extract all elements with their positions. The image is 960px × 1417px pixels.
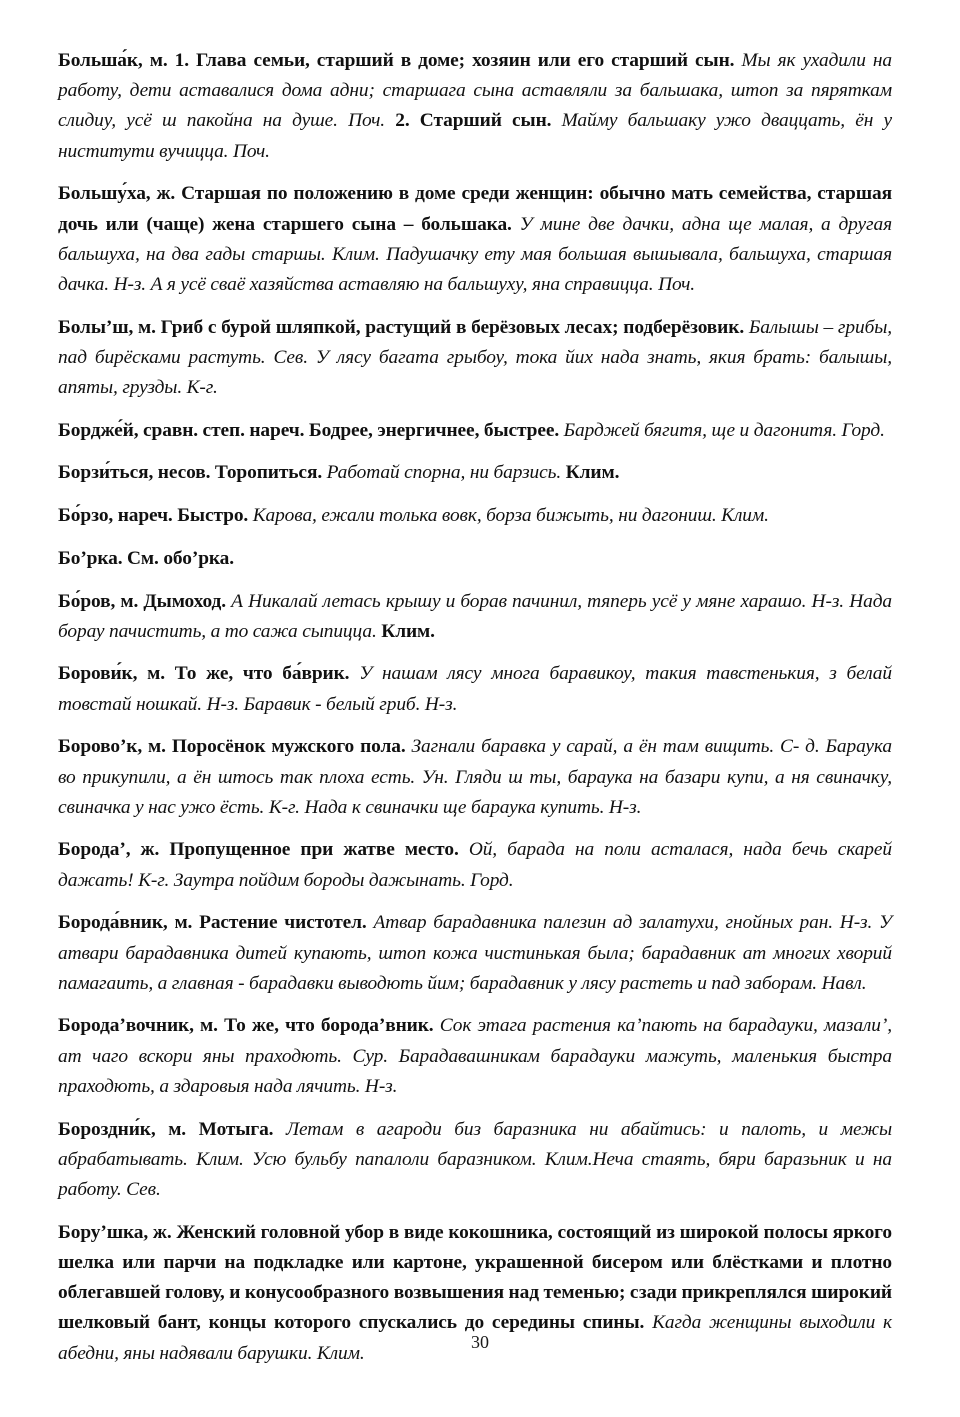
entry-example: У мине две дачки, адна ще малая, а другая бальшуха, на два гады старшы. Клим. Падушачку ету мая большая вышывала, бальшуха, старшая дачка. Н-з. А я усё сваё хазяйства аставляю на бальшуху, яна справицца. Поч.	[58, 213, 892, 295]
entry-example: Карова, ежали толька вовк, борза бижыть, ни дагониш. Клим.	[252, 505, 769, 527]
entry-definition: Борода’вочник, м. То же, что борода’вник.	[58, 1015, 440, 1037]
entry-example: Сок этага растения ка’пають на барадауки, мазали’, ат чаго вскори яны праходють. Сур. Барадавашникам барадауки мажуть, маленькия быстра праходють, а здаровыя нада лячить. Н-з.	[58, 1015, 892, 1097]
dictionary-entry	[58, 179, 892, 300]
entry-example: Барджей бягитя, ще и дагонитя. Горд.	[563, 419, 885, 441]
entry-example: Работай спорна, ни барзись.	[326, 462, 566, 484]
dictionary-entry	[58, 501, 892, 531]
entry-example: Кагда женщины выходили к абедни, яны надявали барушки. Клим.	[58, 1312, 892, 1364]
entry-definition: Бо́ров, м. Дымоход.	[58, 590, 232, 612]
dictionary-entry	[58, 416, 892, 446]
entry-definition: Бору’шка, ж. Женский головной убор в виде кокошника, состоящий из широкой полосы яркого шелка или парчи на подкладке или картоне, украшенной бисером или блёстками и плотно облегавшей голову, и конусообразного возвышения над теменью; сзади прикреплялся широкий шелковый бант, концы которого спускались до середины спины.	[58, 1221, 892, 1334]
entry-definition: Борода’, ж. Пропущенное при жатве место.	[58, 839, 469, 861]
entry-definition: Клим.	[565, 462, 620, 484]
entry-definition: Больша́к, м.	[58, 50, 175, 71]
entry-example: Мы як ухадили на работу, дети аставалися дома адни; старшага сына аставляли за бальшака, штоп за пяряткам слидиу, усё ш пакойна на душе. Поч.	[58, 50, 892, 132]
entry-example: Балышы – грибы, пад бирёсками растуть. Сев. У лясу багата грыбоу, тока йих нада знать, якия брать: балышы, апяты, грузды. К-г.	[58, 316, 893, 399]
entry-example: Атвар барадавника палезин ад залатухи, гнойных ран. Н-з. У атвари барадавника дитей купають, штоп кожа чистинькая была; барадавник ат многих хворий памагаить, а главная - барадавки выводють йим; барадавник у лясу растеть и пад заборам. Навл.	[58, 912, 892, 994]
entry-definition: Борзи́ться, несов. Торопиться.	[58, 462, 327, 484]
entry-definition: Бордже́й, сравн. степ. нареч. Бодрее, энергичнее, быстрее.	[58, 419, 564, 441]
page-number: 30	[471, 1332, 489, 1352]
entry-example: Ой, барада на поли асталася, нада бечь скарей дажать! К-г. Заутра пойдим бороды дажынать. Горд.	[58, 839, 892, 891]
entry-definition: 1. Глава семьи, старший в доме; хозяин или его старший сын.	[174, 50, 742, 71]
entries-column	[58, 46, 892, 1369]
dictionary-entry	[58, 835, 892, 895]
entry-definition: Бо’рка. См. обо’рка.	[58, 547, 235, 569]
dictionary-entry	[58, 587, 892, 647]
entry-definition: Бороздни́к, м. Мотыга.	[58, 1118, 287, 1140]
dictionary-entry	[58, 732, 892, 823]
dictionary-entry	[58, 46, 892, 167]
entry-definition: Борови́к, м. То же, что ба́врик.	[58, 663, 360, 685]
dictionary-entry	[58, 313, 892, 404]
entry-example: Загнали баравка у сарай, а ён там вищить. С- д. Бараука во прикупили, а ён штось так плоха есть. Ун. Гляди ш ты, бараука на базари купи, а ня свиначку, свиначка у нас ужо ёсть. К-г. Нада к свиначки ще бараука купить. Н-з.	[58, 736, 892, 818]
dictionary-entry	[58, 544, 892, 574]
dictionary-entry	[58, 1011, 892, 1102]
dictionary-entry	[58, 659, 892, 719]
entry-definition: Борода́вник, м. Растение чистотел.	[58, 912, 374, 934]
entry-example: У нашам лясу многа баравикоу, такия тавстенькия, з белай товстай ношкай. Н-з. Баравик - белый гриб. Н-з.	[58, 663, 892, 715]
entry-definition: Большу́ха, ж. Старшая по положению в доме среди женщин: обычно мать семейства, старшая дочь или (чаще) жена старшего сына – большака.	[58, 183, 892, 235]
entry-example: А Никалай летась крышу и борав пачинил, тяперь усё у мяне харашо. Н-з. Нада борау пачистить, а то сажа сыпицца.	[58, 590, 892, 642]
entry-example: Майму бальшаку ужо дваццать, ён у ниститути вучицца. Поч.	[58, 110, 892, 162]
entry-example: Летам в агароди биз баразника ни абайтись: и палоть, и межы абрабатывать. Клим. Усю бульбу папалоли баразником. Клим.Неча стаять, бяри баразьник и на работу. Сев.	[58, 1118, 892, 1200]
dictionary-entry	[58, 908, 892, 999]
entry-definition: Борово’к, м. Поросёнок мужского пола.	[58, 736, 412, 758]
dictionary-entry	[58, 458, 892, 488]
entry-definition: Болы’ш, м. Гриб с бурой шляпкой, растущий в берёзовых лесах; подберёзовик.	[58, 316, 749, 338]
entry-definition: Бо́рзо, нареч. Быстро.	[58, 505, 253, 527]
dictionary-entry	[58, 1115, 892, 1206]
entry-definition: 2. Старший сын.	[395, 110, 562, 132]
entry-definition: Клим.	[381, 620, 435, 642]
